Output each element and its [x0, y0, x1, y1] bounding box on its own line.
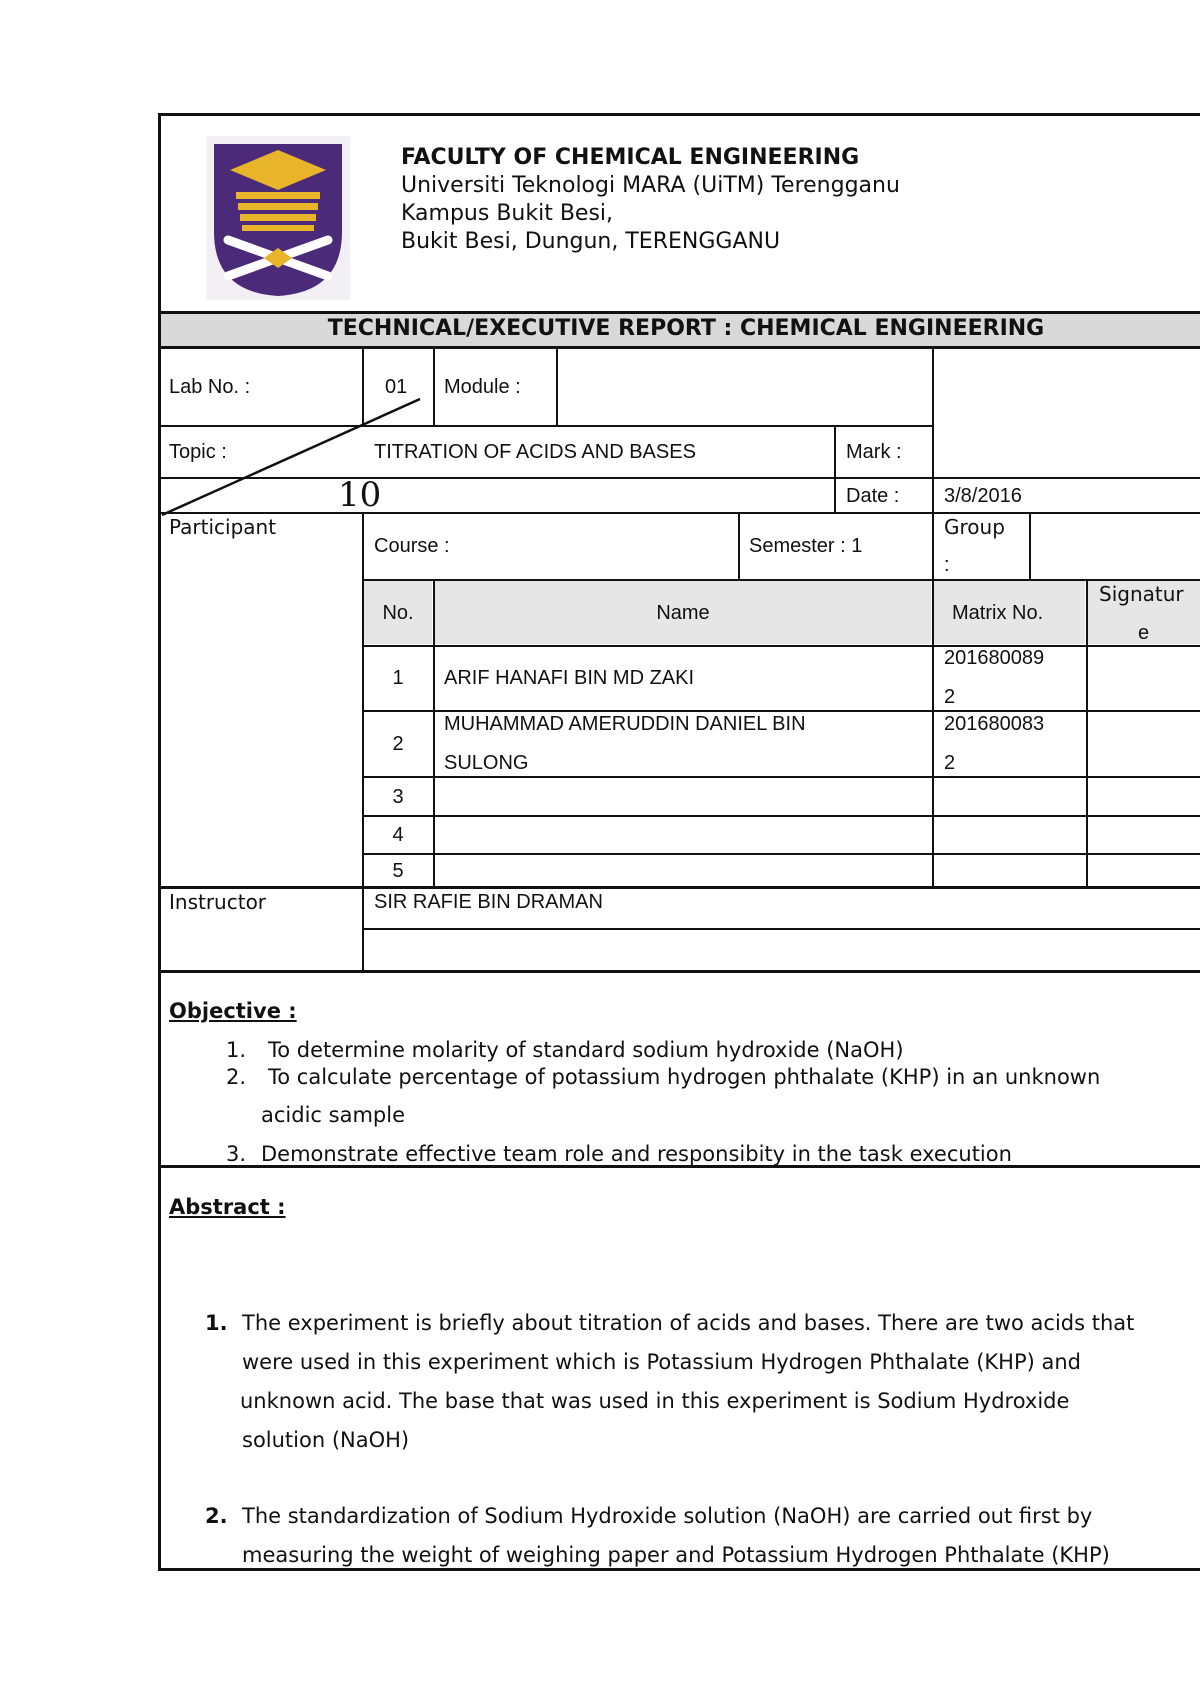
row-line-instructor: [158, 886, 1200, 889]
mark-label: Mark :: [846, 441, 902, 463]
table-row-1-name: ARIF HANAFI BIN MD ZAKI: [444, 667, 695, 689]
campus-name: Kampus Bukit Besi,: [401, 201, 614, 226]
instructor-label: Instructor: [169, 890, 267, 914]
semester-label: Semester : 1: [749, 535, 863, 557]
group-label: Group: [944, 515, 1005, 539]
table-row-4-no: 4: [392, 824, 404, 846]
objective-heading: Objective :: [169, 999, 297, 1023]
lab-no-value: 01: [385, 376, 408, 398]
objective-item-2-num: 2.: [226, 1065, 247, 1089]
objective-item-2-text-wrap: acidic sample: [261, 1103, 405, 1127]
group-label-colon: :: [944, 554, 950, 576]
table-header-sign-wrap: e: [1138, 622, 1150, 644]
abstract-item-1-line-3: unknown acid. The base that was used in this experiment is Sodium Hydroxide: [240, 1389, 1070, 1413]
row-line-2: [363, 776, 1200, 778]
objective-item-3-num: 3.: [226, 1142, 247, 1166]
table-row-2-matrix-wrap: 2: [944, 752, 956, 774]
abstract-item-2-line-2: measuring the weight of weighing paper and Potassium Hydrogen Phthalate (KHP): [242, 1543, 1110, 1567]
abstract-item-1-line-4: solution (NaOH): [242, 1428, 410, 1452]
col-line-lab-value: [433, 346, 435, 426]
course-label: Course :: [374, 535, 450, 557]
table-row-5-no: 5: [392, 860, 404, 882]
outer-border-top: [158, 113, 1200, 116]
table-row-1-no: 1: [392, 667, 404, 689]
table-header-matrix: Matrix No.: [952, 602, 1044, 624]
lab-no-label: Lab No. :: [169, 376, 251, 398]
table-row-2-name-wrap: SULONG: [444, 752, 529, 774]
abstract-heading: Abstract :: [169, 1195, 286, 1219]
faculty-title: FACULTY OF CHEMICAL ENGINEERING: [401, 145, 860, 170]
handwritten-mark: 10: [338, 475, 382, 515]
date-label: Date :: [846, 485, 900, 507]
module-label: Module :: [444, 376, 521, 398]
row-line-4: [363, 853, 1200, 855]
table-row-2-matrix: 201680083: [944, 713, 1045, 735]
col-line-group: [1029, 512, 1031, 580]
row-line-objective: [158, 970, 1200, 973]
table-row-2-name: MUHAMMAD AMERUDDIN DANIEL BIN: [444, 713, 806, 735]
table-row-2-no: 2: [392, 733, 404, 755]
report-banner-title: TECHNICAL/EXECUTIVE REPORT : CHEMICAL ENGINEERING: [327, 316, 1045, 341]
table-header-name: Name: [656, 602, 710, 624]
col-line-mark: [834, 425, 836, 513]
objective-item-1-num: 1.: [226, 1038, 247, 1062]
row-line-header: [363, 645, 1200, 647]
objective-item-2-text: To calculate percentage of potassium hydrogen phthalate (KHP) in an unknown: [268, 1065, 1101, 1089]
topic-value: TITRATION OF ACIDS AND BASES: [374, 441, 696, 463]
instructor-value: SIR RAFIE BIN DRAMAN: [374, 891, 603, 913]
uitm-logo: [206, 136, 350, 300]
abstract-item-2-num: 2.: [205, 1504, 228, 1528]
objective-item-3-text: Demonstrate effective team role and responsibity in the task execution: [261, 1142, 1012, 1166]
campus-address: Bukit Besi, Dungun, TERENGGANU: [401, 229, 781, 254]
abstract-item-1-num: 1.: [205, 1311, 228, 1335]
university-name: Universiti Teknologi MARA (UiTM) Terengganu: [401, 173, 900, 198]
abstract-item-2-line-1: The standardization of Sodium Hydroxide solution (NaOH) are carried out first by: [242, 1504, 1093, 1528]
row-line-3: [363, 815, 1200, 817]
objective-item-1-text: To determine molarity of standard sodium hydroxide (NaOH): [268, 1038, 904, 1062]
abstract-item-1-line-2: were used in this experiment which is Potassium Hydrogen Phthalate (KHP) and: [242, 1350, 1081, 1374]
topic-label: Topic :: [169, 441, 227, 463]
date-value: 3/8/2016: [944, 485, 1022, 507]
banner-bottom-border: [158, 346, 1200, 349]
table-row-1-matrix-wrap: 2: [944, 686, 956, 708]
col-line-module: [556, 346, 558, 426]
table-header-sign: Signatur: [1099, 582, 1184, 606]
outer-border-bottom: [158, 1568, 1200, 1571]
participant-label: Participant: [169, 515, 277, 539]
col-line-semester: [738, 512, 740, 580]
row-line-instructor-mid: [363, 928, 1200, 930]
table-row-3-no: 3: [392, 786, 404, 808]
table-header-no: No.: [382, 602, 414, 624]
table-row-1-matrix: 201680089: [944, 647, 1045, 669]
abstract-item-1-line-1: The experiment is briefly about titration of acids and bases. There are two acids that: [242, 1311, 1135, 1335]
